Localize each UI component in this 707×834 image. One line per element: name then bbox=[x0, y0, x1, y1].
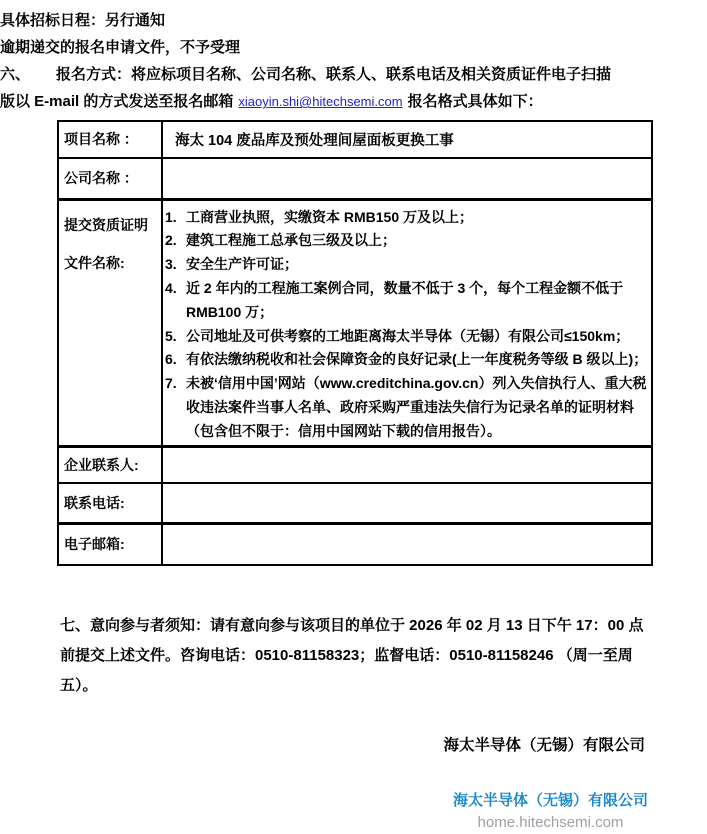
qualification-item bbox=[165, 277, 649, 325]
qualification-cell bbox=[162, 200, 652, 447]
item-6-text: 报名方式：将应标项目名称、公司名称、联系人、联系电话及相关资质证件电子扫描 bbox=[56, 66, 612, 83]
item-6-number: 六、 bbox=[0, 66, 31, 83]
qualification-item-number: 6. bbox=[165, 351, 177, 368]
notice-paragraph: 七、意向参与者须知：请有意向参与该项目的单位于 2026 年 02 月 13 日下午 17：00 点前提交上述文件。咨询电话：0510-81158323；监督电话：0510-81158246 （周一至周五）。 bbox=[60, 617, 644, 694]
qualification-item bbox=[165, 325, 649, 349]
qualification-item-text: 安全生产许可证； bbox=[186, 256, 298, 273]
item-6-line bbox=[0, 61, 707, 88]
qualification-item bbox=[165, 253, 649, 277]
overdue-line: 逾期递交的报名申请文件，不予受理 bbox=[0, 39, 241, 56]
table-row-company bbox=[58, 158, 652, 200]
qualification-list bbox=[163, 203, 651, 444]
footer-website: home.hitechsemi.com bbox=[477, 814, 624, 831]
qualification-item bbox=[165, 206, 649, 230]
qualification-item-text: 建筑工程施工总承包三级及以上； bbox=[186, 232, 396, 249]
email-sentence-prefix: 版以 E-mail 的方式发送至报名邮箱 bbox=[0, 93, 234, 110]
qualification-item-text: 工商营业执照，实缴资本 RMB150 万及以上； bbox=[186, 208, 474, 225]
email-value bbox=[162, 524, 652, 566]
intro-section bbox=[0, 0, 707, 115]
table-row-qualification bbox=[58, 200, 652, 447]
company-signature: 海太半导体（无锡）有限公司 bbox=[443, 737, 645, 754]
table-row-email bbox=[58, 524, 652, 566]
signup-format-table bbox=[57, 120, 653, 566]
table-row-contact bbox=[58, 447, 652, 484]
qualification-item-text: 公司地址及可供考察的工地距离海太半导体（无锡）有限公司≤150km； bbox=[186, 327, 630, 344]
contact-person-label: 企业联系人: bbox=[58, 447, 162, 484]
footer-company-name: 海太半导体（无锡）有限公司 bbox=[452, 792, 648, 809]
company-name-value bbox=[162, 158, 652, 200]
qualification-item bbox=[165, 229, 649, 253]
qualification-label: 提交资质证明文件名称: bbox=[58, 200, 162, 447]
qualification-item-text: 近 2 年内的工程施工案例合同，数量不低于 3 个，每个工程金额不低于 RMB100 万； bbox=[186, 279, 624, 320]
qualification-item-number: 1. bbox=[165, 208, 177, 225]
email-label: 电子邮箱: bbox=[58, 524, 162, 566]
qualification-item-text: 未被‘信用中国’网站（www.creditchina.gov.cn）列入失信执行人、重大税收违法案件当事人名单、政府采购严重违法失信行为记录名单的证明材料（包含但不限于：信用中国网站下载的信用报告）。 bbox=[186, 375, 647, 439]
qualification-item bbox=[165, 348, 649, 372]
qualification-item-number: 2. bbox=[165, 232, 177, 249]
qualification-item-number: 7. bbox=[165, 375, 177, 392]
table-row-phone bbox=[58, 483, 652, 524]
table-row-project bbox=[58, 121, 652, 158]
qualification-item-number: 4. bbox=[165, 279, 177, 296]
qualification-item-text: 有依法缴纳税收和社会保障资金的良好记录(上一年度税务等级 B 级以上)； bbox=[186, 351, 648, 368]
email-sentence-suffix: 报名格式具体如下： bbox=[407, 93, 543, 110]
phone-label: 联系电话: bbox=[58, 483, 162, 524]
project-name-value: 海太 104 废品库及预处理间屋面板更换工事 bbox=[162, 121, 652, 158]
signup-email-link[interactable]: xiaoyin.shi@hitechsemi.com bbox=[238, 94, 403, 109]
footer bbox=[453, 789, 648, 831]
contact-person-value bbox=[162, 447, 652, 484]
project-name-label: 项目名称 ： bbox=[58, 121, 162, 158]
qualification-item-number: 3. bbox=[165, 256, 177, 273]
item-6-continuation bbox=[0, 88, 707, 115]
qualification-item bbox=[165, 372, 649, 443]
phone-value bbox=[162, 483, 652, 524]
company-name-label: 公司名称 ： bbox=[58, 158, 162, 200]
qualification-item-number: 5. bbox=[165, 327, 177, 344]
schedule-line: 具体招标日程：另行通知 bbox=[0, 12, 166, 29]
